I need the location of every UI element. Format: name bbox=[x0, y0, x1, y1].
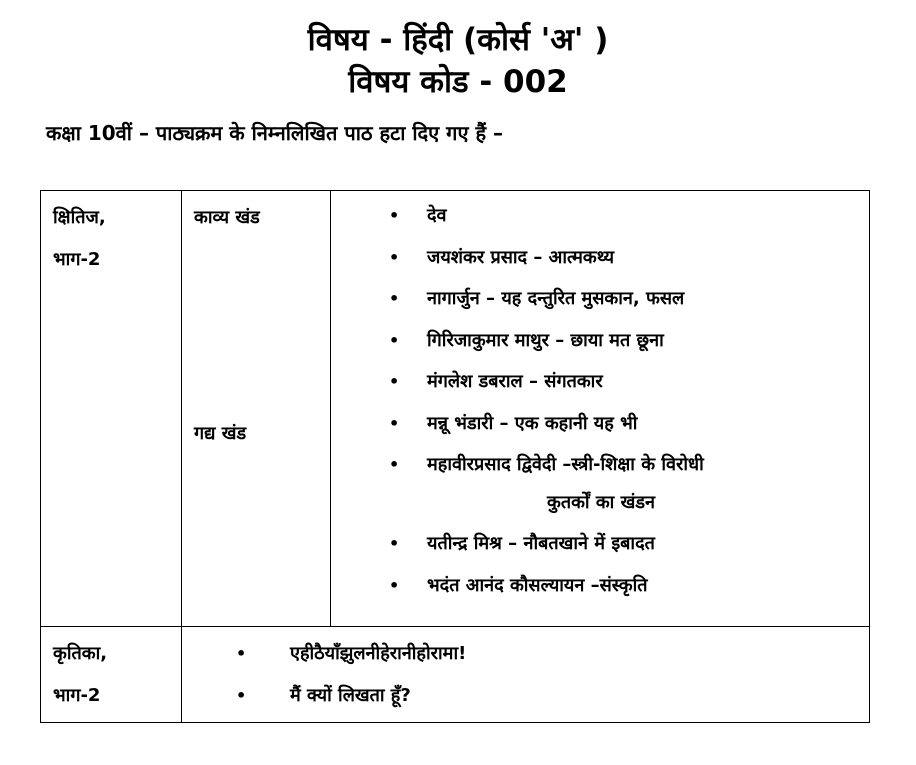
chapter-list bbox=[182, 627, 869, 721]
book-part: भाग-2 bbox=[53, 685, 101, 706]
bullet-icon: • bbox=[389, 330, 400, 350]
book-title: क्षितिज, bbox=[53, 207, 106, 228]
bullet-icon: • bbox=[236, 686, 247, 705]
book-part: भाग-2 bbox=[53, 249, 101, 270]
bullet-icon: • bbox=[389, 534, 400, 553]
chapters-cell bbox=[331, 191, 870, 627]
bullet-icon: • bbox=[389, 247, 400, 267]
section-label-kavya: काव्य खंड bbox=[194, 207, 260, 228]
bullet-icon: • bbox=[389, 206, 400, 225]
list-item: • मंगलेश डबराल – संगतकार bbox=[331, 361, 869, 403]
book-cell-kritika bbox=[41, 627, 182, 723]
table-row-kshitij bbox=[41, 191, 870, 627]
list-item: • भदंत आनंद कौसल्यायन –संस्कृति bbox=[331, 565, 869, 607]
chapter-continuation: कुतर्कों का खंडन bbox=[547, 491, 655, 513]
chapter-list bbox=[331, 191, 869, 608]
list-item: • महावीरप्रसाद द्विवेदी –स्त्री-शिक्षा के विरोधी कुतर्कों का खंडन bbox=[331, 444, 869, 523]
book-cell-kshitij bbox=[41, 191, 182, 627]
list-item: • मन्नू भंडारी – एक कहानी यह भी bbox=[331, 403, 869, 445]
page-title: विषय - हिंदी (कोर्स 'अ' ) bbox=[307, 22, 609, 58]
bullet-icon: • bbox=[389, 575, 400, 595]
deleted-chapters-heading: कक्षा 10वीं – पाठ्यक्रम के निम्नलिखित पाठ हटा दिए गए हैं – bbox=[46, 121, 504, 145]
book-title: कृतिका, bbox=[53, 643, 108, 664]
list-item: • देव bbox=[331, 195, 869, 237]
subject-code: विषय कोड - 002 bbox=[348, 64, 568, 100]
list-item: • गिरिजाकुमार माथुर – छाया मत छूना bbox=[331, 320, 869, 362]
bullet-icon: • bbox=[389, 289, 400, 308]
bullet-icon: • bbox=[389, 372, 400, 391]
deleted-chapters-table bbox=[40, 190, 870, 723]
section-cell bbox=[182, 191, 331, 627]
list-item: • यतीन्द्र मिश्र – नौबतखाने में इबादत bbox=[331, 523, 869, 565]
kritika-chapters-cell bbox=[182, 627, 870, 723]
section-label-gadya: गद्य खंड bbox=[194, 423, 247, 444]
table-row-kritika bbox=[41, 627, 870, 723]
list-item: • एहीठैयाँझुलनीहेरानीहोरामा! bbox=[182, 633, 869, 675]
bullet-icon: • bbox=[389, 413, 400, 433]
bullet-icon: • bbox=[389, 455, 400, 474]
list-item: • मैं क्यों लिखता हूँ? bbox=[182, 675, 869, 717]
list-item: • नागार्जुन – यह दन्तुरित मुसकान, फसल bbox=[331, 278, 869, 320]
bullet-icon: • bbox=[236, 644, 247, 663]
list-item: • जयशंकर प्रसाद – आत्मकथ्य bbox=[331, 237, 869, 279]
